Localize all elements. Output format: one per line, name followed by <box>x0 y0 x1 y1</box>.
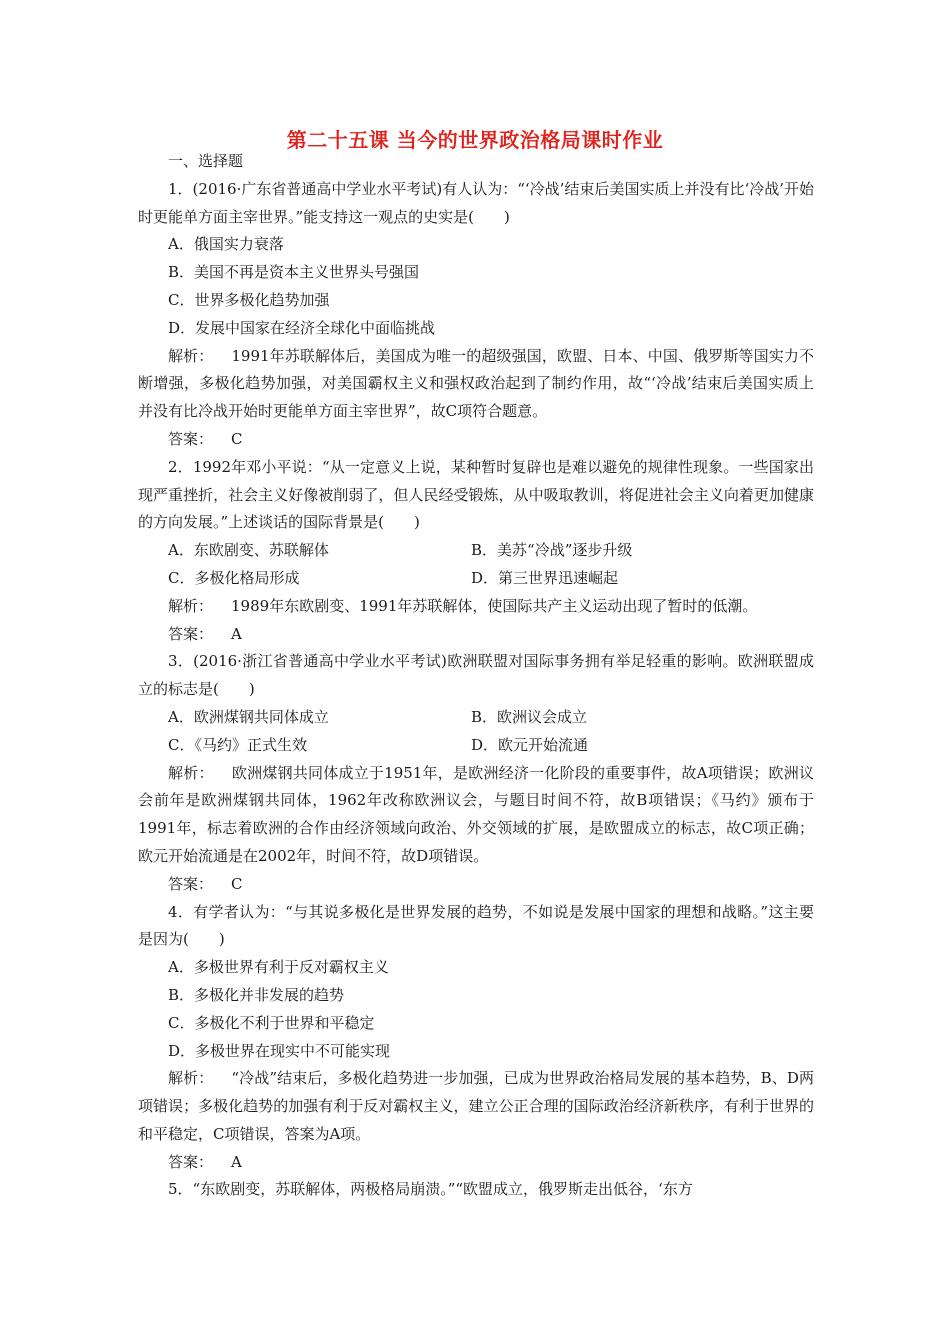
page-title: 第二十五课 当今的世界政治格局课时作业 <box>286 128 664 152</box>
section-heading: 一、选择题 <box>168 152 244 170</box>
question-1-analysis <box>138 343 814 426</box>
question-3-answer <box>138 871 814 899</box>
question-2-option-d: D．第三世界迅速崛起 <box>471 568 619 587</box>
document-body <box>138 148 814 1204</box>
question-3-options-row-1 <box>138 704 814 732</box>
question-4-option-c: C．多极化不利于世界和平稳定 <box>168 1013 375 1032</box>
answer-label: 答案： <box>168 1152 214 1171</box>
question-4-option-a: A．多极世界有利于反对霸权主义 <box>168 958 389 977</box>
answer-value: C <box>231 874 243 893</box>
analysis-label: 解析： <box>168 1069 214 1088</box>
question-4-answer <box>138 1149 814 1177</box>
question-1-option-a: A．俄国实力衰落 <box>168 235 284 254</box>
question-4-stem: 4．有学者认为：“与其说多极化是世界发展的趋势，不如说是发展中国家的理想和战略。”这主要是因为( ) <box>138 902 814 949</box>
question-2-option-a: A．东欧剧变、苏联解体 <box>168 541 329 560</box>
question-1-stem: 1．(2016·广东省普通高中学业水平考试)有人认为：“‘冷战’结束后美国实质上并没有比‘冷战’开始时更能单方面主宰世界。”能支持这一观点的史实是( ) <box>138 179 814 226</box>
question-1-answer <box>138 426 814 454</box>
analysis-text: 欧洲煤钢共同体成立于1951年，是欧洲经济一化阶段的重要事件，故A项错误；欧洲议会前年是欧洲煤钢共同体，1962年改称欧洲议会，与题目时间不符，故B项错误；《马约》颁布于1991年，标志着欧洲的合作由经济领域向政治、外交领域的扩展，是欧盟成立的标志，故C项正确；欧元开始流通是在2002年，时间不符，故D项错误。 <box>138 763 814 865</box>
analysis-text: 1989年东欧剧变、1991年苏联解体，使国际共产主义运动出现了暂时的低潮。 <box>231 596 758 615</box>
analysis-text: “冷战”结束后，多极化趋势进一步加强，已成为世界政治格局发展的基本趋势，B、D两项错误；多极化趋势的加强有利于反对霸权主义，建立公正合理的国际政治经济新秩序，有利于世界的和平稳定，C项错误，答案为A项。 <box>138 1069 814 1143</box>
question-4-option-d: D．多极世界在现实中不可能实现 <box>168 1041 391 1060</box>
question-3-option-a: A．欧洲煤钢共同体成立 <box>168 707 329 726</box>
answer-value: C <box>231 429 243 448</box>
question-1-option-b: B．美国不再是资本主义世界头号强国 <box>168 263 420 282</box>
question-4-option-b: B．多极化并非发展的趋势 <box>168 985 345 1004</box>
answer-value: A <box>231 624 242 643</box>
question-3-option-b: B．欧洲议会成立 <box>471 707 588 726</box>
question-4-analysis <box>138 1065 814 1148</box>
question-2-stem: 2．1992年邓小平说：“从一定意义上说，某种暂时复辟也是难以避免的规律性现象。一些国家出现严重挫折，社会主义好像被削弱了，但人民经受锻炼，从中吸取教训，将促进社会主义向着更加健康的方向发展。”上述谈话的国际背景是( ) <box>138 457 814 532</box>
analysis-label: 解析： <box>168 763 214 782</box>
answer-value: A <box>231 1152 242 1171</box>
question-3-option-d: D．欧元开始流通 <box>471 735 589 754</box>
question-1-option-d: D．发展中国家在经济全球化中面临挑战 <box>168 318 436 337</box>
analysis-label: 解析： <box>168 346 214 365</box>
question-5-stem: 5．“东欧剧变，苏联解体，两极格局崩溃。”“欧盟成立，俄罗斯走出低谷，‘东方 <box>168 1180 693 1199</box>
answer-label: 答案： <box>168 624 214 643</box>
question-2-options-row-2 <box>138 565 814 593</box>
answer-label: 答案： <box>168 429 214 448</box>
answer-label: 答案： <box>168 874 214 893</box>
question-2-options-row-1 <box>138 537 814 565</box>
analysis-text: 1991年苏联解体后，美国成为唯一的超级强国，欧盟、日本、中国、俄罗斯等国实力不断增强，多极化趋势加强，对美国霸权主义和强权政治起到了制约作用，故“‘冷战’结束后美国实质上并没有比冷战开始时更能单方面主宰世界”，故C项符合题意。 <box>138 346 814 421</box>
question-3-option-c: C．《马约》正式生效 <box>168 735 307 754</box>
question-2-analysis <box>138 593 814 621</box>
question-3-options-row-2 <box>138 732 814 760</box>
analysis-label: 解析： <box>168 596 214 615</box>
question-2-option-c: C．多极化格局形成 <box>168 568 300 587</box>
question-3-stem: 3．(2016·浙江省普通高中学业水平考试)欧洲联盟对国际事务拥有举足轻重的影响。欧洲联盟成立的标志是( ) <box>138 652 814 699</box>
question-3-analysis <box>138 760 814 871</box>
question-2-answer <box>138 621 814 649</box>
question-2-option-b: B．美苏“冷战”逐步升级 <box>471 541 633 560</box>
question-1-option-c: C．世界多极化趋势加强 <box>168 290 330 309</box>
